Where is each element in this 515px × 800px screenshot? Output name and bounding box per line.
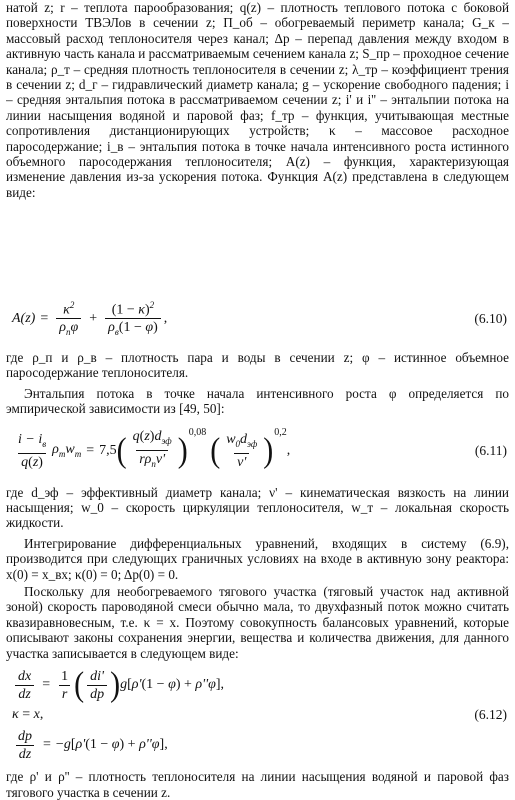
paragraph-draft-section: Поскольку для необогреваемого тягового участка (тяговый участок над активной зоной) скорость пароводяной смеси обычно мала, то двухфазный поток можно считать квазиравновесным, т.е. κ = x. Поэтому совокупность балансовых уравнений, которые описывают законы сохранения энергии, вещества и количества движения, для данного участка записывается в следующем виде:	[6, 584, 509, 661]
fraction: $\frac{(1 - \kappa)^2}{\rho_в(1 - \varphi)}$	[105, 298, 161, 340]
paragraph-saturation-densities: где ρ' и ρ'' – плотность теплоносителя на линии насыщения водяной и паровой фаз тягового участка в сечении z.	[6, 769, 509, 800]
equation-line: κ = x,	[12, 707, 44, 723]
coefficient: 7,5	[99, 442, 117, 458]
equation-number: (6.10)	[474, 311, 507, 326]
equation-6-12	[6, 666, 509, 764]
fraction: $\frac{\kappa^2}{\rho_п\varphi}$	[56, 298, 81, 340]
paragraph-enthalpy-intro: Энтальпия потока в точке начала интенсивного роста φ определяется по эмпирической зависимости из [49, 50]:	[6, 385, 509, 417]
paragraph-boundary-conditions: Интегрирование дифференциальных уравнений, входящих в систему (6.9), производится при следующих граничных условиях на входе в активную зону реактора: x(0) = x_вх; κ(0) = 0; Δp(0) = 0.	[6, 535, 509, 582]
equation-6-10	[6, 290, 509, 348]
fraction: $\frac{q(z)d_{эф}}{r\rho_п\nu'}$	[130, 429, 175, 472]
equation-6-10-body: A(z) = $\frac{\kappa^2}{\rho_п\varphi}$ + $\frac{(1 - \kappa)^2}{\rho_в(1 - \varphi)}$ ,	[6, 298, 474, 340]
paragraph-effective-diameter: где d_эф – эффективный диаметр канала; ν' – кинематическая вязкость на линии насыщения; w_0 – скорость циркуляции теплоносителя, w_т – локальная скорость жидкости.	[6, 484, 509, 531]
paragraph-nomenclature: натой z; r – теплота парообразования; q(z) – плотность теплового потока с боковой поверхности ТВЭЛов в сечении z; П_об – обогреваемый периметр канала; G_к – массовый расход теплоносителя через канал; Δp – перепад давления между входом в активную часть канала и рассматриваемым сечением канала z; S_пр – проходное сечение канала; ρ_т – средняя плотность теплоносителя в сечении z; λ_тр – коэффициент трения в сечении z; d_г – гидравлический диаметр канала; g – ускорение свободного падения; i – средняя энтальпия потока в рассматриваемом сечении z; i' и i'' – энтальпии потока на линии насыщения водяной и паровой фаз; f_тр – функция, учитывающая местные сопротивления дистанционирующих устройств; κ – массовое расходное паросодержание; i_в – энтальпия потока в точке начала интенсивного роста истинного объемного паросодержания теплоносителя; A(z) – функция, характеризующая изменение давления из-за ускорения потока. Функция A(z) представлена в следующем виде:	[6, 0, 509, 200]
equation-number: (6.12)	[474, 707, 507, 723]
equation-line: $\frac{dp}{dz}$ = −g[ρ'(1 − φ) + ρ''φ],	[12, 726, 474, 764]
fraction: $\frac{w_0d_{эф}}{\nu'}$	[226, 431, 258, 470]
equation-line: $\frac{dx}{dz}$ = $\frac{1}{r}$ ( $\frac{di'}{dp}$ ) g[ρ'(1 − φ) + ρ''φ],	[12, 666, 474, 704]
equation-number: (6.11)	[474, 442, 507, 458]
equation-6-11	[6, 419, 509, 483]
fraction: $\frac{i - i_в}{q(z)}$	[18, 431, 47, 470]
exponent: 0,2	[274, 427, 287, 439]
equation-6-11-body: $\frac{i - i_в}{q(z)}$ $\rho_тw_т$ = 7,5 ( $\frac{q(z)d_{эф}}{r\rho_п\nu'}$ ) 0,08 ( $\frac{w_0d_{эф}}{\nu'}$ ) 0,2 ,	[6, 429, 475, 472]
paragraph-densities: где ρ_п и ρ_в – плотность пара и воды в сечении z; φ – истинное объемное паросодержание теплоносителя.	[6, 350, 509, 381]
exponent: 0,08	[188, 427, 207, 439]
equation-6-12-body	[6, 666, 474, 764]
